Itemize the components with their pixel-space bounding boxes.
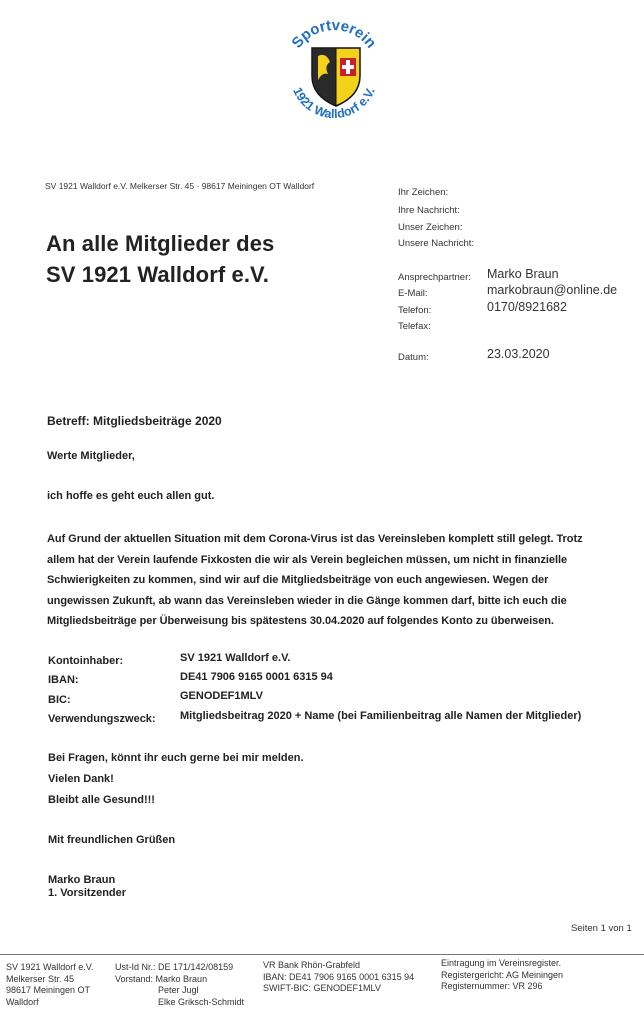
footer-bank-line: SWIFT-BIC: GENODEF1MLV xyxy=(263,983,381,993)
body-line: Auf Grund der aktuellen Situation mit dem Corona-Virus ist das Vereinsleben komplett still gelegt. Trotz xyxy=(47,533,583,545)
body-line: Schwierigkeiten zu kommen, sind wir auf die Mitgliedsbeiträge von euch angewiesen. Wegen der xyxy=(47,574,549,586)
footer-vorstand-label: Vorstand: xyxy=(115,973,154,984)
ref-datum-label: Datum: xyxy=(398,352,429,363)
footer-club-address xyxy=(6,962,93,1008)
closing-line-health: Bleibt alle Gesund!!! xyxy=(48,794,155,806)
footer-bank xyxy=(263,960,414,995)
letter-title-line-2: SV 1921 Walldorf e.V. xyxy=(46,262,270,287)
bank-kontoinhaber-value: SV 1921 Walldorf e.V. xyxy=(180,652,291,664)
footer-board xyxy=(115,962,244,1008)
bank-bic-value: GENODEF1MLV xyxy=(180,690,263,702)
bank-iban-label: IBAN: xyxy=(48,674,79,686)
letter-greeting: ich hoffe es geht euch allen gut. xyxy=(47,490,215,502)
footer-vorstand-name: Marko Braun xyxy=(155,973,208,984)
ref-telefax-label: Telefax: xyxy=(398,321,431,332)
signer-name: Marko Braun xyxy=(48,874,116,886)
logo-arc-bottom-text: 1921 Walldorf e.V. xyxy=(290,85,378,122)
footer-bank-line: IBAN: DE41 7906 9165 0001 6315 94 xyxy=(263,971,415,982)
sender-address-line: SV 1921 Walldorf e.V. Melkerser Str. 45 · 98617 Meiningen OT Walldorf xyxy=(45,181,315,191)
bank-verwendungszweck-value: Mitgliedsbeitrag 2020 + Name (bei Familienbeitrag alle Namen der Mitglieder) xyxy=(180,710,582,722)
bank-iban-value: DE41 7906 9165 0001 6315 94 xyxy=(180,671,333,683)
ref-ansprechpartner-value: Marko Braun xyxy=(487,267,559,281)
footer-club-line: SV 1921 Walldorf e.V. xyxy=(6,962,94,972)
footer-divider xyxy=(0,954,644,955)
footer-ust-value: DE 171/142/08159 xyxy=(158,962,234,972)
footer-register-line: Registergericht: AG Meiningen xyxy=(441,969,564,980)
bank-kontoinhaber-label: Kontoinhaber: xyxy=(48,655,124,667)
signer-role: 1. Vorsitzender xyxy=(48,887,127,899)
closing-line-thanks: Vielen Dank! xyxy=(48,773,114,785)
ref-telefon-value: 0170/8921682 xyxy=(487,300,567,314)
footer-register-line: Registernummer: VR 296 xyxy=(441,981,543,991)
footer-register xyxy=(441,958,563,993)
bank-verwendungszweck-label: Verwendungszweck: xyxy=(48,713,156,725)
body-line: Mitgliedsbeiträge per Überweisung bis spätestens 30.04.2020 auf folgendes Konto zu überweisen. xyxy=(47,615,554,627)
ref-ihre-nachricht-label: Ihre Nachricht: xyxy=(398,205,460,216)
club-logo xyxy=(278,14,390,124)
footer-club-line: Melkerser Str. 45 xyxy=(6,973,75,984)
letter-regards: Mit freundlichen Grüßen xyxy=(48,834,176,846)
letter-salutation: Werte Mitglieder, xyxy=(47,450,135,462)
footer-club-line: Walldorf xyxy=(6,996,39,1007)
letter-title-line-1: An alle Mitglieder des xyxy=(46,231,275,256)
footer-vorstand-name: Peter Jugl xyxy=(158,985,199,995)
footer-register-line: Eintragung im Vereinsregister. xyxy=(441,958,562,968)
footer-ust-label: Ust-Id Nr.: xyxy=(115,962,156,972)
body-line: allem hat der Verein laufende Fixkosten die wir als Verein begleichen müssen, um nicht in finanzielle xyxy=(47,553,568,566)
letter-subject: Betreff: Mitgliedsbeiträge 2020 xyxy=(47,414,222,428)
ref-unser-zeichen-label: Unser Zeichen: xyxy=(398,222,463,233)
page-number: Seiten 1 von 1 xyxy=(571,923,632,934)
ref-email-label: E-Mail: xyxy=(398,288,428,299)
ref-ansprechpartner-label: Ansprechpartner: xyxy=(398,272,471,283)
ref-telefon-label: Telefon: xyxy=(398,305,432,316)
letter-body-paragraph xyxy=(47,529,632,632)
footer-vorstand-name: Elke Griksch-Schmidt xyxy=(158,996,245,1007)
body-line: ungewissen Zukunft, ab wann das Vereinsleben wieder in die Gänge kommen darf, bitte ich euch die xyxy=(47,594,567,607)
bank-bic-label: BIC: xyxy=(48,694,71,706)
logo-arc-top-text: Sportverein xyxy=(288,16,380,52)
footer-club-line: 98617 Meiningen OT xyxy=(6,985,91,995)
ref-unsere-nachricht-label: Unsere Nachricht: xyxy=(398,238,475,249)
ref-email-value: markobraun@online.de xyxy=(487,283,618,297)
ref-ihr-zeichen-label: Ihr Zeichen: xyxy=(398,187,449,198)
footer-bank-line: VR Bank Rhön-Grabfeld xyxy=(263,960,361,970)
shield-icon xyxy=(312,48,360,106)
closing-line-questions: Bei Fragen, könnt ihr euch gerne bei mir melden. xyxy=(48,752,304,764)
ref-datum-value: 23.03.2020 xyxy=(487,347,550,361)
